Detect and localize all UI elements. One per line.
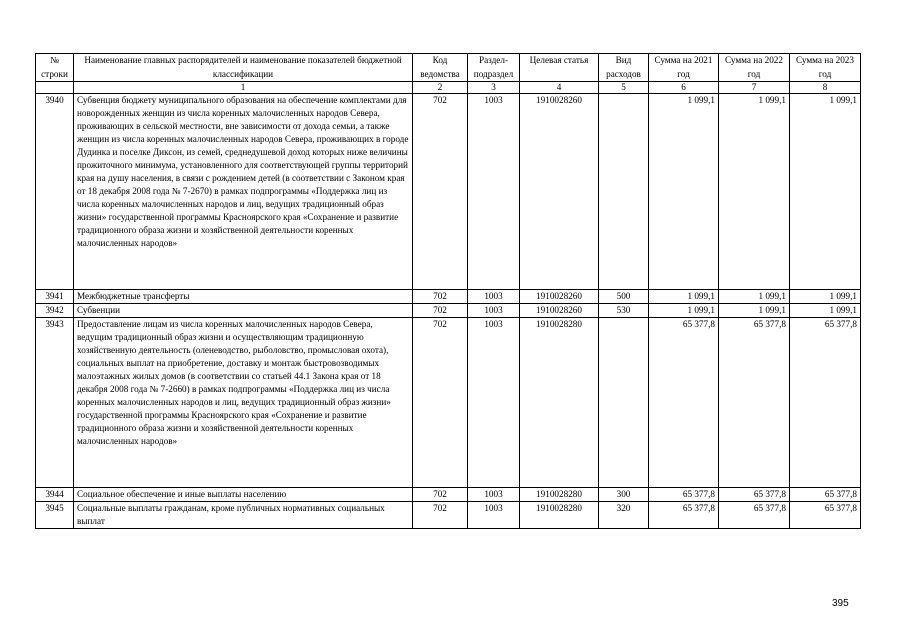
table-row xyxy=(36,488,861,502)
header-sum-2022: Сумма на 2022 год xyxy=(719,54,790,82)
section-code: 1003 xyxy=(468,318,520,488)
table-row xyxy=(36,290,861,304)
target-item: 1910028260 xyxy=(520,94,599,290)
expense-type: 530 xyxy=(599,304,649,318)
header-dept-code: Код ведомства xyxy=(413,54,468,82)
line-number: 3944 xyxy=(36,488,74,502)
column-number: 1 xyxy=(74,82,413,94)
item-name: Предоставление лицам из числа коренных малочисленных народов Севера, ведущим традиционный образ жизни и осуществляющим традиционную хозяйственную деятельность (оленеводство, рыболовство, промысловая охота), социальных выплат на приобретение, доставку и монтаж быстровозводимых малоэтажных жилых домов (в соответствии со статьей 44.1 Закона края от 18 декабря 2008 года № 7-2660) в рамках подпрограммы «Поддержка лиц из числа коренных малочисленных народов и лиц, ведущих традиционный образ жизни» государственной программы Красноярского края «Сохранение и развитие традиционного образа жизни и хозяйственной деятельности коренных малочисленных народов» xyxy=(74,318,413,488)
sum-2021: 1 099,1 xyxy=(649,304,719,318)
budget-table xyxy=(35,53,861,529)
header-sum-2021: Сумма на 2021 год xyxy=(649,54,719,82)
header-expense-type: Вид расходов xyxy=(599,54,649,82)
line-number: 3941 xyxy=(36,290,74,304)
header-section: Раздел-подраздел xyxy=(468,54,520,82)
dept-code: 702 xyxy=(413,488,468,502)
header-name: Наименование главных распорядителей и наименование показателей бюджетной классификации xyxy=(74,54,413,82)
dept-code: 702 xyxy=(413,502,468,529)
header-sum-2023: Сумма на 2023 год xyxy=(790,54,861,82)
header-target-item: Целевая статья xyxy=(520,54,599,82)
line-number: 3945 xyxy=(36,502,74,529)
dept-code: 702 xyxy=(413,290,468,304)
column-number: 5 xyxy=(599,82,649,94)
sum-2022: 1 099,1 xyxy=(719,290,790,304)
target-item: 1910028280 xyxy=(520,488,599,502)
dept-code: 702 xyxy=(413,318,468,488)
header-line-number: № строки xyxy=(36,54,74,82)
sum-2022: 1 099,1 xyxy=(719,304,790,318)
target-item: 1910028280 xyxy=(520,502,599,529)
line-number: 3943 xyxy=(36,318,74,488)
sum-2021: 65 377,8 xyxy=(649,488,719,502)
sum-2022: 65 377,8 xyxy=(719,502,790,529)
item-name: Субвенции xyxy=(74,304,413,318)
line-number: 3942 xyxy=(36,304,74,318)
column-number-row xyxy=(36,82,861,94)
sum-2022: 65 377,8 xyxy=(719,318,790,488)
target-item: 1910028260 xyxy=(520,304,599,318)
column-number: 4 xyxy=(520,82,599,94)
target-item: 1910028280 xyxy=(520,318,599,488)
expense-type: 300 xyxy=(599,488,649,502)
table-row xyxy=(36,94,861,290)
section-code: 1003 xyxy=(468,488,520,502)
column-number: 8 xyxy=(790,82,861,94)
column-number: 3 xyxy=(468,82,520,94)
sum-2021: 1 099,1 xyxy=(649,94,719,290)
item-name: Социальное обеспечение и иные выплаты населению xyxy=(74,488,413,502)
sum-2023: 1 099,1 xyxy=(790,94,861,290)
section-code: 1003 xyxy=(468,304,520,318)
sum-2022: 65 377,8 xyxy=(719,488,790,502)
sum-2022: 1 099,1 xyxy=(719,94,790,290)
section-code: 1003 xyxy=(468,502,520,529)
expense-type xyxy=(599,94,649,290)
expense-type: 500 xyxy=(599,290,649,304)
column-number: 7 xyxy=(719,82,790,94)
sum-2023: 1 099,1 xyxy=(790,290,861,304)
dept-code: 702 xyxy=(413,94,468,290)
column-number: 6 xyxy=(649,82,719,94)
target-item: 1910028260 xyxy=(520,290,599,304)
dept-code: 702 xyxy=(413,304,468,318)
item-name: Социальные выплаты гражданам, кроме публичных нормативных социальных выплат xyxy=(74,502,413,529)
column-number xyxy=(36,82,74,94)
item-name: Субвенция бюджету муниципального образования на обеспечение комплектами для новорожденных женщин из числа коренных малочисленных народов Севера, проживающих в сельской местности, вне зависимости от дохода семьи, а также женщин из числа коренных малочисленных народов Севера, проживающих в городе Дудинка и поселке Диксон, из семей, среднедушевой доход которых ниже величины прожиточного минимума, установленного для соответствующей группы территорий края на душу населения, в связи с рождением детей (в соответствии с Законом края от 18 декабря 2008 года № 7-2670) в рамках подпрограммы «Поддержка лиц из числа коренных малочисленных народов и лиц, ведущих традиционный образ жизни» государственной программы Красноярского края «Сохранение и развитие традиционного образа жизни и хозяйственной деятельности коренных малочисленных народов» xyxy=(74,94,413,290)
table-row xyxy=(36,304,861,318)
sum-2021: 1 099,1 xyxy=(649,290,719,304)
table-row xyxy=(36,502,861,529)
sum-2023: 65 377,8 xyxy=(790,318,861,488)
sum-2023: 1 099,1 xyxy=(790,304,861,318)
page-number: 395 xyxy=(832,598,849,609)
table-row xyxy=(36,318,861,488)
sum-2021: 65 377,8 xyxy=(649,502,719,529)
expense-type: 320 xyxy=(599,502,649,529)
section-code: 1003 xyxy=(468,94,520,290)
item-name: Межбюджетные трансферты xyxy=(74,290,413,304)
expense-type xyxy=(599,318,649,488)
sum-2021: 65 377,8 xyxy=(649,318,719,488)
line-number: 3940 xyxy=(36,94,74,290)
sum-2023: 65 377,8 xyxy=(790,488,861,502)
section-code: 1003 xyxy=(468,290,520,304)
header-row xyxy=(36,54,861,82)
sum-2023: 65 377,8 xyxy=(790,502,861,529)
column-number: 2 xyxy=(413,82,468,94)
